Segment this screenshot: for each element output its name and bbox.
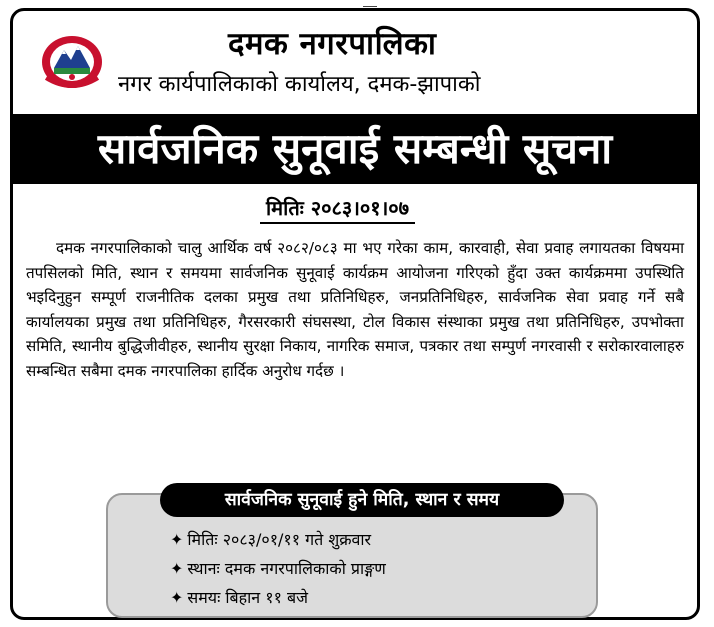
office-subtitle: नगर कार्यपालिकाको कार्यालय, दमक-झापाको <box>118 72 481 97</box>
hearing-item-date <box>170 528 371 550</box>
four-point-star-icon: ✦ <box>170 529 184 549</box>
hearing-item-label: स्थानः दमक नगरपालिकाको प्राङ्गण <box>187 559 386 578</box>
four-point-star-icon: ✦ <box>170 587 184 607</box>
notice-body: दमक नगरपालिकाको चालु आर्थिक वर्ष २०८२/०८३ मा भए गरेका काम, कारवाही, सेवा प्रवाह लगायतका विषयमा तपसिलको मिति, स्थान र समयमा सार्वजनिक सुनूवाई कार्यक्रम आयोजना गरिएको हुँदा उक्त कार्यक्रममा उपस्थिति भइदिनुहुन सम्पूर्ण राजनीतिक दलका प्रमुख तथा प्रतिनिधिहरु, जनप्रतिनिधिहरु, सार्वजनिक सेवा प्रवाह गर्ने सबै कार्यालयका प्रमुख तथा प्रतिनिधिहरु, गैरसरकारी संघसस्था, टोल विकास संस्थाका प्रमुख तथा प्रतिनिधिहरु, उपभोक्ता समिति, स्थानीय बुद्धिजीवीहरु, स्थानीय सुरक्षा निकाय, नागरिक समाज, पत्रकार तथा सम्पुर्ण नगरवासी र सरोकारवालाहरु सम्बन्धित सबैमा दमक नगरपालिका हार्दिक अनुरोध गर्दछ । <box>26 239 684 380</box>
notice-title: सार्वजनिक सुनूवाई सम्बन्धी सूचना <box>13 114 697 184</box>
nepal-emblem-icon <box>40 32 104 90</box>
hearing-item-label: समयः बिहान ११ बजे <box>187 588 309 607</box>
organization-name: दमक नगरपालिका <box>228 26 437 62</box>
top-edge-mark <box>363 0 377 7</box>
hearing-item-label: मितिः २०८३/०१/११ गते शुक्रवार <box>187 530 372 549</box>
notice-date: मितिः २०८३।०१।०७ <box>260 194 415 224</box>
hearing-heading: सार्वजनिक सुनूवाई हुने मिति, स्थान र समय <box>160 483 564 517</box>
hearing-item-time <box>170 586 308 608</box>
hearing-item-venue <box>170 557 386 579</box>
four-point-star-icon: ✦ <box>170 558 184 578</box>
